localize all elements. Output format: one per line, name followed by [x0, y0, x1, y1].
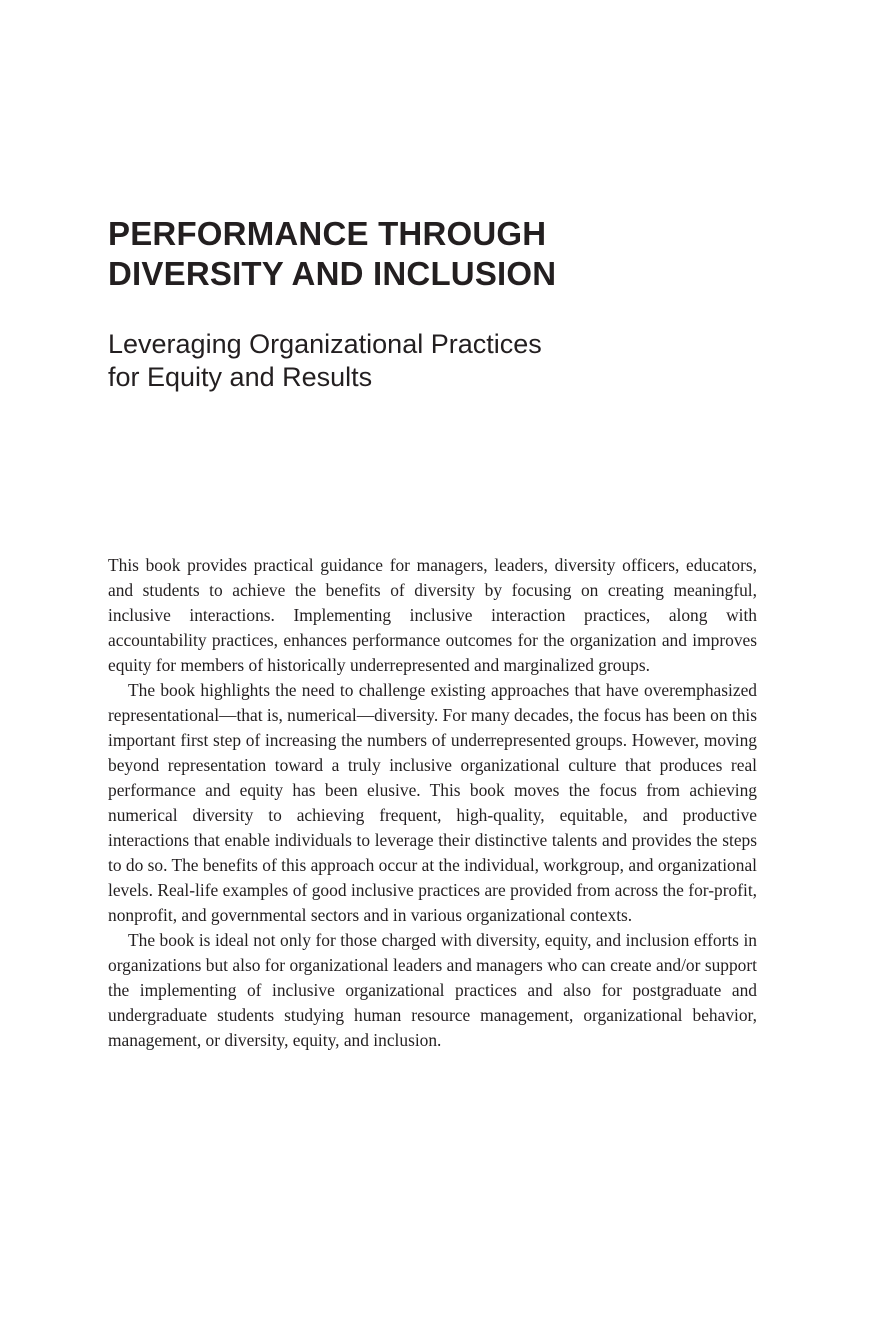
description-paragraph-2: The book highlights the need to challenge existing approaches that have overemphasized representational—that is, numerical—diversity. For many decades, the focus has been on this important first step of increasing the numbers of underrepresented groups. However, moving beyond representation toward a truly inclusive organizational culture that produces real performance and equity has been elusive. This book moves the focus from achieving numerical diversity to achieving frequent, high-quality, equitable, and productive interactions that enable individuals to leverage their distinctive talents and provides the steps to do so. The benefits of this approach occur at the individual, workgroup, and organizational levels. Real-life examples of good inclusive practices are provided from across the for-profit, nonprofit, and governmental sectors and in various organizational contexts.: [108, 680, 757, 925]
description-paragraph-1: This book provides practical guidance for managers, leaders, diversity officers, educators, and students to achieve the benefits of diversity by focusing on creating meaningful, inclusive interactions. Implementing inclusive interaction practices, along with accountability practices, enhances performance outcomes for the organization and improves equity for members of historically underrepresented and marginalized groups.: [108, 555, 757, 675]
title-block: [108, 214, 768, 394]
book-description: [108, 553, 757, 1053]
book-subtitle: [108, 328, 768, 394]
book-title-line-2: DIVERSITY AND INCLUSION: [108, 255, 557, 292]
description-paragraph-3: The book is ideal not only for those charged with diversity, equity, and inclusion efforts in organizations but also for organizational leaders and managers who can create and/or support the implementing of inclusive organizational practices and also for postgraduate and undergraduate students studying human resource management, organizational behavior, management, or diversity, equity, and inclusion.: [108, 930, 757, 1050]
book-subtitle-line-2: for Equity and Results: [108, 362, 373, 392]
book-title-line-1: PERFORMANCE THROUGH: [108, 215, 547, 252]
book-title: [108, 214, 768, 294]
book-subtitle-line-1: Leveraging Organizational Practices: [108, 329, 542, 359]
